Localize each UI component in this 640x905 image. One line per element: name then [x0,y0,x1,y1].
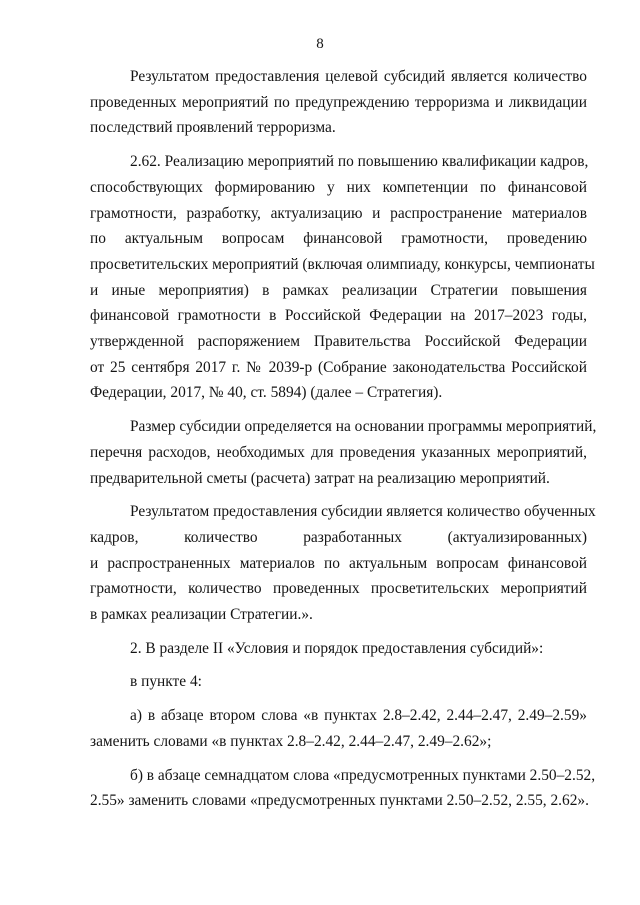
text-line: а) в абзаце втором слова «в пунктах 2.8–2.42, 2.44–2.47, 2.49–2.59» [130,707,587,725]
paragraph-2-62 [90,149,595,406]
text-line: финансовой грамотности в Российской Федерации на 2017–2023 годы, [90,307,587,325]
text-line: проведенных мероприятий по предупреждению терроризма и ликвидации [90,93,587,111]
text-line: б) в абзаце семнадцатом слова «предусмотренных пунктами 2.50–2.52, [130,766,596,784]
page-number: 8 [316,36,324,52]
text-line: способствующих формированию у них компетенции по финансовой [90,178,587,196]
text-line: заменить словами «в пунктах 2.8–2.42, 2.44–2.47, 2.49–2.62»; [90,732,492,750]
text-line: кадров, количество разработанных (актуализированных) [90,528,587,546]
text-line: Результатом предоставления целевой субсидий является количество [130,68,587,85]
text-line: Размер субсидии определяется на основании программы мероприятий, [130,418,597,436]
text-line: 2. В разделе II «Условия и порядок предоставления субсидий»: [130,639,544,657]
text-line: перечня расходов, необходимых для проведения указанных мероприятий, [90,443,587,461]
text-line: последствий проявлений терроризма. [90,119,336,137]
paragraph-item-a [90,703,587,754]
paragraph-section-2 [90,636,587,662]
paragraph-subsidy-size [90,414,597,491]
text-line: грамотности, разработку, актуализацию и распространение материалов [90,204,587,222]
text-line: в рамках реализации Стратегии.». [90,606,313,624]
text-line: в пункте 4: [130,673,202,691]
text-line: Результатом предоставления субсидии является количество обученных [130,503,596,521]
paragraph-result-training [90,499,596,628]
text-line: просветительских мероприятий (включая олимпиаду, конкурсы, чемпионаты [90,255,595,273]
text-line: утвержденной распоряжением Правительства Российской Федерации [90,333,587,351]
text-line: грамотности, количество проведенных просветительских мероприятий [90,580,587,598]
text-line: от 25 сентября 2017 г. № 2039-р (Собрание законодательства Российской [90,358,587,376]
text-line: Федерации, 2017, № 40, ст. 5894) (далее – Стратегия). [90,384,443,402]
text-line: и распространенных материалов по актуальным вопросам финансовой [90,554,587,572]
text-line: и иные мероприятия) в рамках реализации Стратегии повышения [90,281,587,299]
text-line: предварительной сметы (расчета) затрат на реализацию мероприятий. [90,469,550,487]
text-line: 2.62. Реализацию мероприятий по повышению квалификации кадров, [130,153,589,171]
text-line: по актуальным вопросам финансовой грамотности, проведению [90,230,587,248]
text-line: 2.55» заменить словами «предусмотренных пунктами 2.50–2.52, 2.55, 2.62». [90,792,589,810]
paragraph-result-terrorism [90,64,587,141]
paragraph-point-4 [90,669,587,695]
paragraph-item-b [90,763,596,814]
document-body [90,64,597,814]
